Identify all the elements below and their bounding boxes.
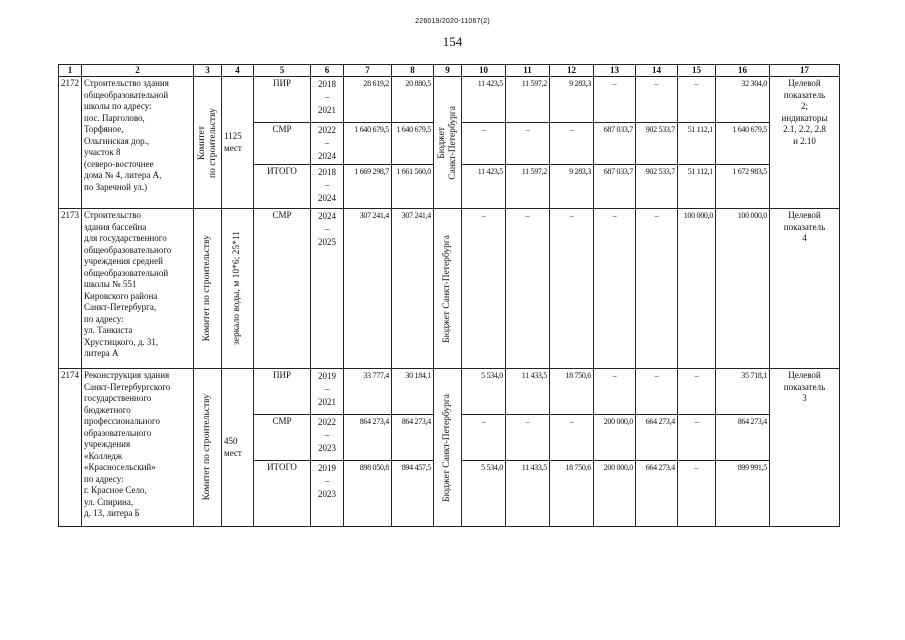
capacity: 1125 мест [222,77,254,209]
funding-c10: 11 423,5 [462,77,506,123]
column-header-11: 11 [506,65,550,77]
funding-c14: 664 273,4 [636,415,678,461]
object-name: Строительство здания общеобразовательной школы по адресу: пос. Парголово, Торфяное, Ольгинская дор., участок 8 (северо-восточнее дома № 4, литера А, по Заречной ул.) [82,77,194,209]
estimated-cost: 1 669 298,7 [344,165,392,209]
funding-c10: – [462,209,506,369]
funding-c11: 11 597,2 [506,165,550,209]
executor-text: Комитет по строительству [202,235,212,342]
item-number: 2173 [59,209,82,369]
funding-source [434,77,462,209]
column-header-1: 1 [59,65,82,77]
funding-source-text: Бюджет Санкт-Петербурга [436,105,458,180]
funding-c13: – [594,77,636,123]
funding-c11: – [506,415,550,461]
document-id: 226019/2020-11067(2) [415,18,490,25]
funding-c12: – [550,123,594,165]
column-header-14: 14 [636,65,678,77]
funding-c10: – [462,123,506,165]
remaining-cost: 1 661 560,0 [392,165,434,209]
executor-text: Комитет по строительству [202,394,212,501]
estimated-cost: 898 050,8 [344,461,392,527]
funding-c13: 200 000,0 [594,415,636,461]
funding-source [434,209,462,369]
funding-c11: 11 433,5 [506,461,550,527]
funding-c15: 51 112,1 [678,123,716,165]
stage-type: ИТОГО [254,165,311,209]
funding-c14: 664 273,4 [636,461,678,527]
column-header-17: 17 [770,65,840,77]
stage-years: 2022 – 2024 [311,123,344,165]
funding-total: 899 991,5 [716,461,770,527]
column-header-12: 12 [550,65,594,77]
funding-c10: 5 534,0 [462,369,506,415]
estimated-cost: 28 619,2 [344,77,392,123]
funding-c11: 11 597,2 [506,77,550,123]
column-header-10: 10 [462,65,506,77]
funding-total: 35 718,1 [716,369,770,415]
funding-c15: – [678,77,716,123]
funding-c14: – [636,369,678,415]
object-name: Строительство здания бассейна для государственного общеобразовательного учреждения средней общеобразовательной школы № 551 Кировского района Санкт-Петербурга, по адресу: ул. Танкиста Хрустицкого, д. 31, литера А [82,209,194,369]
column-header-5: 5 [254,65,311,77]
executor [194,77,222,209]
header-row [59,65,840,77]
capacity [222,209,254,369]
funding-source-text: Бюджет Санкт-Петербурга [442,393,452,502]
column-header-3: 3 [194,65,222,77]
remaining-cost: 307 241,4 [392,209,434,369]
column-header-2: 2 [82,65,194,77]
funding-c15: – [678,461,716,527]
funding-total: 1 640 679,5 [716,123,770,165]
column-header-16: 16 [716,65,770,77]
column-header-7: 7 [344,65,392,77]
funding-c10: 11 423,5 [462,165,506,209]
funding-c12: – [550,209,594,369]
stage-years: 2022 – 2023 [311,415,344,461]
estimated-cost: 307 241,4 [344,209,392,369]
funding-c13: – [594,209,636,369]
stage-years: 2019 – 2023 [311,461,344,527]
stage-type: ПИР [254,77,311,123]
table-row [59,77,840,123]
stage-type: СМР [254,209,311,369]
funding-c12: 9 283,3 [550,165,594,209]
stage-type: СМР [254,123,311,165]
funding-c13: 687 033,7 [594,165,636,209]
target-indicator: Целевой показатель 3 [770,369,840,527]
funding-c13: 687 033,7 [594,123,636,165]
page-number: 154 [442,34,463,49]
target-indicator: Целевой показатель 2; индикаторы 2.1, 2.2, 2.8 и 2.10 [770,77,840,209]
table-row [59,209,840,369]
remaining-cost: 20 880,5 [392,77,434,123]
remaining-cost: 1 640 679,5 [392,123,434,165]
estimated-cost: 1 640 679,5 [344,123,392,165]
stage-type: ПИР [254,369,311,415]
funding-c11: – [506,123,550,165]
capacity: 450 мест [222,369,254,527]
column-header-15: 15 [678,65,716,77]
funding-c10: – [462,415,506,461]
funding-c12: 18 750,6 [550,369,594,415]
column-header-8: 8 [392,65,434,77]
funding-c12: 9 283,3 [550,77,594,123]
table-row [59,369,840,415]
funding-c12: – [550,415,594,461]
remaining-cost: 894 457,5 [392,461,434,527]
funding-source [434,369,462,527]
funding-c11: 11 433,5 [506,369,550,415]
stage-years: 2018 – 2021 [311,77,344,123]
estimated-cost: 864 273,4 [344,415,392,461]
stage-type: СМР [254,415,311,461]
funding-c13: 200 000,0 [594,461,636,527]
funding-total: 1 672 983,5 [716,165,770,209]
funding-c10: 5 534,0 [462,461,506,527]
stage-years: 2018 – 2024 [311,165,344,209]
funding-c15: 51 112,1 [678,165,716,209]
column-header-13: 13 [594,65,636,77]
funding-total: 100 000,0 [716,209,770,369]
funding-c14: – [636,77,678,123]
item-number: 2172 [59,77,82,209]
funding-c15: 100 000,0 [678,209,716,369]
funding-total: 864 273,4 [716,415,770,461]
funding-c14: – [636,209,678,369]
item-number: 2174 [59,369,82,527]
funding-c12: 18 750,6 [550,461,594,527]
stage-type: ИТОГО [254,461,311,527]
executor [194,209,222,369]
funding-c14: 902 533,7 [636,123,678,165]
program-table [58,64,840,527]
object-name: Реконструкция здания Санкт-Петербургского государственного бюджетного профессионального образовательного учреждения «Колледж «Красносельский» по адресу: г. Красное Село, ул. Спирина, д. 13, литера Б [82,369,194,527]
remaining-cost: 864 273,4 [392,415,434,461]
stage-years: 2024 – 2025 [311,209,344,369]
estimated-cost: 33 777,4 [344,369,392,415]
column-header-4: 4 [222,65,254,77]
capacity-text: зеркало воды, м 10*6; 25*11 [232,231,242,346]
funding-total: 32 304,0 [716,77,770,123]
column-header-6: 6 [311,65,344,77]
funding-c15: – [678,415,716,461]
executor [194,369,222,527]
funding-c14: 902 533,7 [636,165,678,209]
remaining-cost: 30 184,1 [392,369,434,415]
executor-text: Комитет по строительству [196,107,218,178]
column-header-9: 9 [434,65,462,77]
funding-source-text: Бюджет Санкт-Петербурга [442,234,452,343]
funding-c11: – [506,209,550,369]
target-indicator: Целевой показатель 4 [770,209,840,369]
funding-c13: – [594,369,636,415]
funding-c15: – [678,369,716,415]
stage-years: 2019 – 2021 [311,369,344,415]
